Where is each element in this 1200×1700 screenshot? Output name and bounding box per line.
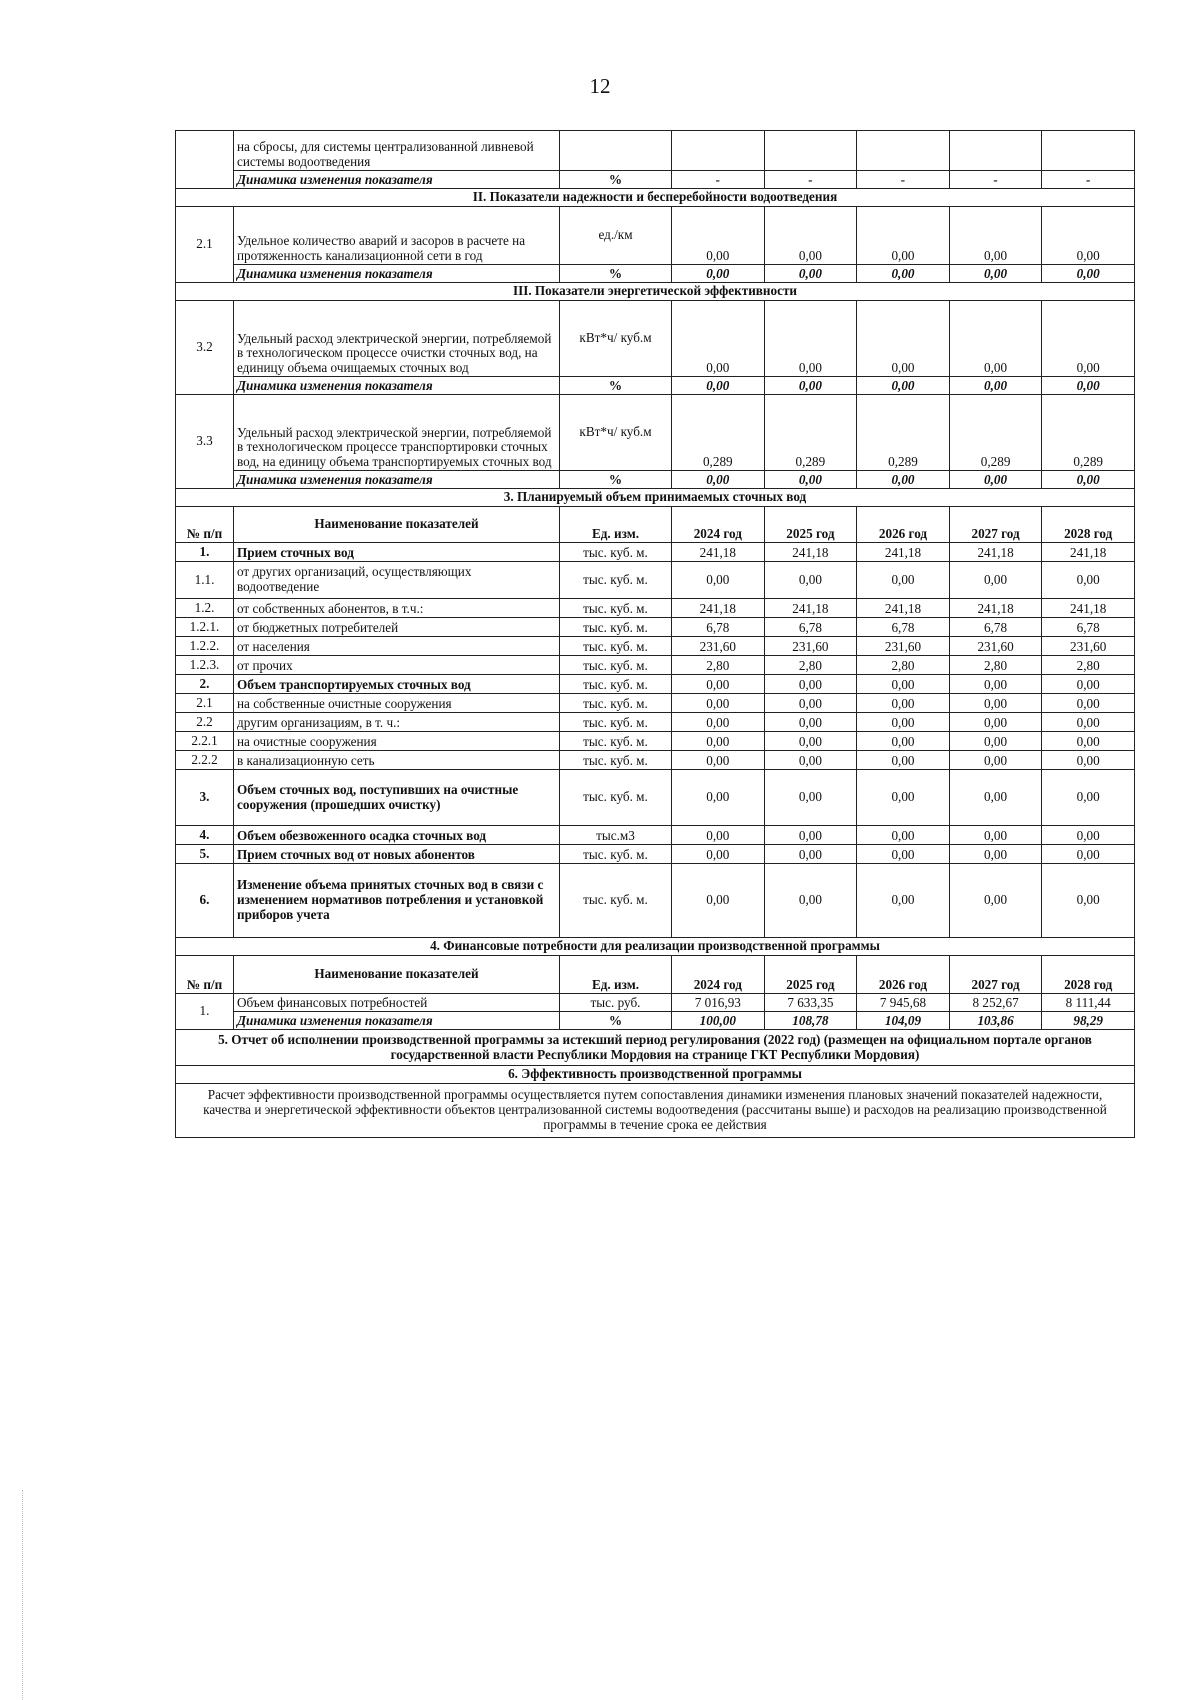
table-row <box>176 301 1135 377</box>
value-cell: 7 945,68 <box>857 994 950 1012</box>
value-cell: 0,00 <box>949 471 1042 489</box>
value-cell <box>764 131 857 171</box>
indicator-name: в канализационную сеть <box>234 751 560 770</box>
value-cell: 0,00 <box>949 864 1042 938</box>
value-cell: 241,18 <box>1042 543 1135 562</box>
value-cell: 0,00 <box>672 675 765 694</box>
section-6-title: 6. Эффективность производственной программы <box>176 1066 1135 1084</box>
value-cell: 0,00 <box>672 845 765 864</box>
indicator-name: Изменение объема принятых сточных вод в связи с изменением нормативов потребления и установкой приборов учета <box>234 864 560 938</box>
indicator-name: Удельное количество аварий и засоров в расчете на протяженность канализационной сети в год <box>234 207 560 265</box>
row-number: 1.2.3. <box>176 656 234 675</box>
value-cell: - <box>1042 171 1135 189</box>
value-cell: 0,00 <box>1042 377 1135 395</box>
unit-cell: кВт*ч/ куб.м <box>560 395 672 471</box>
table-row <box>176 694 1135 713</box>
value-cell: 0,00 <box>764 562 857 599</box>
value-cell: 0,00 <box>857 864 950 938</box>
row-number: 2.2.1 <box>176 732 234 751</box>
dynamics-row <box>176 171 1135 189</box>
value-cell: 0,00 <box>1042 694 1135 713</box>
value-cell: 2,80 <box>949 656 1042 675</box>
value-cell: 0,00 <box>857 265 950 283</box>
value-cell: 0,00 <box>857 845 950 864</box>
value-cell: 0,00 <box>949 713 1042 732</box>
section-title-row <box>176 489 1135 507</box>
unit-cell: тыс. куб. м. <box>560 562 672 599</box>
value-cell: 108,78 <box>764 1012 857 1030</box>
value-cell: 0,00 <box>764 826 857 845</box>
dynamics-label: Динамика изменения показателя <box>234 377 560 395</box>
section-title-row <box>176 938 1135 956</box>
row-number: 1.2.1. <box>176 618 234 637</box>
section-iii-title: III. Показатели энергетической эффективности <box>176 283 1135 301</box>
dynamics-label: Динамика изменения показателя <box>234 1012 560 1030</box>
value-cell: 0,00 <box>672 826 765 845</box>
value-cell: 0,00 <box>672 377 765 395</box>
efficiency-row <box>176 1084 1135 1138</box>
value-cell: 0,00 <box>949 826 1042 845</box>
value-cell: 100,00 <box>672 1012 765 1030</box>
value-cell: - <box>949 171 1042 189</box>
value-cell: 0,00 <box>764 864 857 938</box>
value-cell: 0,00 <box>857 207 950 265</box>
indicator-name: от бюджетных потребителей <box>234 618 560 637</box>
dynamics-row <box>176 1012 1135 1030</box>
row-number: 5. <box>176 845 234 864</box>
value-cell: 2024 год <box>672 507 765 543</box>
header-row <box>176 507 1135 543</box>
value-cell: 0,00 <box>949 751 1042 770</box>
table-row <box>176 732 1135 751</box>
unit-cell: тыс. куб. м. <box>560 637 672 656</box>
unit-cell: % <box>560 377 672 395</box>
indicator-name: от собственных абонентов, в т.ч.: <box>234 599 560 618</box>
value-cell: - <box>764 171 857 189</box>
value-cell: 231,60 <box>857 637 950 656</box>
value-cell: 0,00 <box>764 675 857 694</box>
header-unit: Ед. изм. <box>560 507 672 543</box>
value-cell: 0,00 <box>1042 562 1135 599</box>
unit-cell: кВт*ч/ куб.м <box>560 301 672 377</box>
unit-cell: тыс. куб. м. <box>560 751 672 770</box>
value-cell: 104,09 <box>857 1012 950 1030</box>
value-cell: 231,60 <box>949 637 1042 656</box>
value-cell: 2025 год <box>764 956 857 994</box>
unit-cell: % <box>560 471 672 489</box>
value-cell: 0,00 <box>764 845 857 864</box>
value-cell: 0,00 <box>1042 471 1135 489</box>
value-cell: 0,00 <box>1042 301 1135 377</box>
value-cell: 0,00 <box>857 732 950 751</box>
row-number: 2. <box>176 675 234 694</box>
unit-cell: тыс. куб. м. <box>560 618 672 637</box>
value-cell <box>1042 131 1135 171</box>
value-cell: 0,00 <box>857 562 950 599</box>
value-cell: 0,289 <box>672 395 765 471</box>
value-cell: 98,29 <box>1042 1012 1135 1030</box>
section-title-row <box>176 283 1135 301</box>
row-number: 6. <box>176 864 234 938</box>
value-cell: 2027 год <box>949 956 1042 994</box>
value-cell: 7 633,35 <box>764 994 857 1012</box>
report-row <box>176 1030 1135 1066</box>
value-cell: 0,00 <box>672 207 765 265</box>
row-number: 2.1 <box>176 207 234 283</box>
table-row <box>176 826 1135 845</box>
header-row <box>176 956 1135 994</box>
dynamics-label: Динамика изменения показателя <box>234 171 560 189</box>
value-cell <box>672 131 765 171</box>
value-cell: 0,00 <box>764 301 857 377</box>
table-row <box>176 770 1135 826</box>
efficiency-text: Расчет эффективности производственной программы осуществляется путем сопоставления динамики изменения плановых значений показателей надежности, качества и энергетической эффективности объектов централизованной системы водоотведения (рассчитаны выше) и расходов на реализацию производственной программы в течение срока ее действия <box>176 1084 1135 1138</box>
table-row <box>176 543 1135 562</box>
value-cell: 8 111,44 <box>1042 994 1135 1012</box>
dynamics-row <box>176 265 1135 283</box>
value-cell: 0,00 <box>1042 826 1135 845</box>
unit-cell <box>560 131 672 171</box>
value-cell: 241,18 <box>949 543 1042 562</box>
value-cell: 6,78 <box>672 618 765 637</box>
value-cell: 0,00 <box>764 207 857 265</box>
header-name: Наименование показателей <box>234 507 560 543</box>
value-cell: 231,60 <box>1042 637 1135 656</box>
value-cell: 2,80 <box>672 656 765 675</box>
value-cell: 0,00 <box>1042 751 1135 770</box>
value-cell: 0,00 <box>949 207 1042 265</box>
value-cell: 0,00 <box>949 675 1042 694</box>
indicators-table <box>175 130 1135 1138</box>
table-row <box>176 864 1135 938</box>
row-number: 1.2.2. <box>176 637 234 656</box>
value-cell: 241,18 <box>1042 599 1135 618</box>
section-4-title: 4. Финансовые потребности для реализации производственной программы <box>176 938 1135 956</box>
value-cell: 0,00 <box>857 694 950 713</box>
value-cell: 0,00 <box>672 864 765 938</box>
value-cell: 2026 год <box>857 507 950 543</box>
value-cell: 0,289 <box>764 395 857 471</box>
row-number: 3.2 <box>176 301 234 395</box>
value-cell: 231,60 <box>672 637 765 656</box>
value-cell <box>949 131 1042 171</box>
value-cell: 0,00 <box>1042 207 1135 265</box>
header-num: № п/п <box>176 956 234 994</box>
value-cell: 231,60 <box>764 637 857 656</box>
value-cell: 0,00 <box>949 845 1042 864</box>
unit-cell: % <box>560 1012 672 1030</box>
row-number: 4. <box>176 826 234 845</box>
value-cell: 0,00 <box>949 265 1042 283</box>
unit-cell: % <box>560 265 672 283</box>
value-cell: 241,18 <box>857 599 950 618</box>
report-note: 5. Отчет об исполнении производственной программы за истекший период регулирования (2022 год) (размещен на официальном портале органов государственной власти Республики Мордовия на странице ГКТ Республики Мордовия) <box>176 1030 1135 1066</box>
row-number: 2.1 <box>176 694 234 713</box>
row-number: 2.2.2 <box>176 751 234 770</box>
value-cell: 2027 год <box>949 507 1042 543</box>
value-cell: 241,18 <box>672 543 765 562</box>
value-cell: 0,00 <box>1042 845 1135 864</box>
indicator-name: другим организациям, в т. ч.: <box>234 713 560 732</box>
value-cell: 0,289 <box>949 395 1042 471</box>
table-row <box>176 675 1135 694</box>
value-cell: 0,00 <box>672 471 765 489</box>
unit-cell: тыс. куб. м. <box>560 543 672 562</box>
row-number: 1.2. <box>176 599 234 618</box>
value-cell: 2,80 <box>1042 656 1135 675</box>
value-cell: 241,18 <box>949 599 1042 618</box>
indicator-name: Объем транспортируемых сточных вод <box>234 675 560 694</box>
value-cell: 0,00 <box>1042 265 1135 283</box>
indicator-name: Удельный расход электрической энергии, потребляемой в технологическом процессе транспортировки сточных вод, на единицу объема транспортируемых сточных вод <box>234 395 560 471</box>
value-cell: 0,00 <box>672 770 765 826</box>
value-cell: 0,00 <box>949 694 1042 713</box>
header-name: Наименование показателей <box>234 956 560 994</box>
table-row <box>176 131 1135 171</box>
value-cell: 0,00 <box>857 713 950 732</box>
unit-cell: тыс. куб. м. <box>560 694 672 713</box>
table-row <box>176 395 1135 471</box>
value-cell: 2026 год <box>857 956 950 994</box>
value-cell: 0,00 <box>672 562 765 599</box>
value-cell: 0,289 <box>1042 395 1135 471</box>
indicator-name: на сбросы, для системы централизованной ливневой системы водоотведения <box>234 131 560 171</box>
indicator-name: на очистные сооружения <box>234 732 560 751</box>
indicator-name: от населения <box>234 637 560 656</box>
value-cell: 0,00 <box>1042 770 1135 826</box>
value-cell: 0,00 <box>672 301 765 377</box>
unit-cell: тыс. куб. м. <box>560 599 672 618</box>
value-cell: 2028 год <box>1042 956 1135 994</box>
row-number: 1.1. <box>176 562 234 599</box>
value-cell: 2,80 <box>857 656 950 675</box>
value-cell: 241,18 <box>672 599 765 618</box>
value-cell: 0,00 <box>857 751 950 770</box>
value-cell: 0,00 <box>764 265 857 283</box>
row-number: 1. <box>176 543 234 562</box>
value-cell: 0,00 <box>857 471 950 489</box>
value-cell: 0,00 <box>764 751 857 770</box>
dynamics-row <box>176 377 1135 395</box>
dynamics-label: Динамика изменения показателя <box>234 471 560 489</box>
value-cell: 241,18 <box>857 543 950 562</box>
indicator-name: Объем финансовых потребностей <box>234 994 560 1012</box>
section-3-title: 3. Планируемый объем принимаемых сточных вод <box>176 489 1135 507</box>
unit-cell: тыс. куб. м. <box>560 864 672 938</box>
row-number: 1. <box>176 994 234 1030</box>
table-row <box>176 845 1135 864</box>
value-cell: 0,00 <box>764 377 857 395</box>
value-cell: 6,78 <box>764 618 857 637</box>
unit-cell: тыс.м3 <box>560 826 672 845</box>
page-number: 12 <box>589 74 611 98</box>
unit-cell: % <box>560 171 672 189</box>
table-row <box>176 599 1135 618</box>
value-cell: 0,289 <box>857 395 950 471</box>
value-cell: 0,00 <box>764 694 857 713</box>
table-row <box>176 713 1135 732</box>
table-row <box>176 618 1135 637</box>
table-row <box>176 207 1135 265</box>
value-cell: 0,00 <box>764 713 857 732</box>
value-cell: 0,00 <box>857 675 950 694</box>
section-ii-title: II. Показатели надежности и бесперебойности водоотведения <box>176 189 1135 207</box>
scan-margin-artifact <box>22 1490 24 1700</box>
table-row <box>176 656 1135 675</box>
value-cell: 0,00 <box>949 562 1042 599</box>
unit-cell: ед./км <box>560 207 672 265</box>
value-cell: 6,78 <box>949 618 1042 637</box>
value-cell: 0,00 <box>949 770 1042 826</box>
value-cell: 0,00 <box>672 265 765 283</box>
value-cell: - <box>672 171 765 189</box>
unit-cell: тыс. куб. м. <box>560 675 672 694</box>
value-cell: 7 016,93 <box>672 994 765 1012</box>
unit-cell: тыс. куб. м. <box>560 656 672 675</box>
unit-cell: тыс. куб. м. <box>560 845 672 864</box>
value-cell: 0,00 <box>764 471 857 489</box>
unit-cell: тыс. руб. <box>560 994 672 1012</box>
value-cell: 2028 год <box>1042 507 1135 543</box>
row-number: 3.3 <box>176 395 234 489</box>
value-cell: 2,80 <box>764 656 857 675</box>
value-cell: 0,00 <box>672 751 765 770</box>
value-cell: 0,00 <box>672 732 765 751</box>
value-cell: 8 252,67 <box>949 994 1042 1012</box>
dynamics-label: Динамика изменения показателя <box>234 265 560 283</box>
indicator-name: Удельный расход электрической энергии, потребляемой в технологическом процессе очистки сточных вод, на единицу объема очищаемых сточных вод <box>234 301 560 377</box>
table-row <box>176 994 1135 1012</box>
header-num: № п/п <box>176 507 234 543</box>
value-cell: 241,18 <box>764 543 857 562</box>
value-cell: 0,00 <box>857 377 950 395</box>
indicator-name: от прочих <box>234 656 560 675</box>
value-cell: - <box>857 171 950 189</box>
value-cell: 0,00 <box>672 713 765 732</box>
indicator-name: Объем сточных вод, поступивших на очистные сооружения (прошедших очистку) <box>234 770 560 826</box>
value-cell: 0,00 <box>857 770 950 826</box>
value-cell: 0,00 <box>949 732 1042 751</box>
value-cell: 0,00 <box>949 301 1042 377</box>
row-number: 3. <box>176 770 234 826</box>
value-cell: 0,00 <box>764 732 857 751</box>
indicator-name: Объем обезвоженного осадка сточных вод <box>234 826 560 845</box>
header-unit: Ед. изм. <box>560 956 672 994</box>
row-number <box>176 131 234 189</box>
indicator-name: от других организаций, осуществляющих водоотведение <box>234 562 560 599</box>
value-cell: 103,86 <box>949 1012 1042 1030</box>
value-cell: 6,78 <box>857 618 950 637</box>
value-cell: 0,00 <box>949 377 1042 395</box>
value-cell: 0,00 <box>857 826 950 845</box>
indicator-name: Прием сточных вод от новых абонентов <box>234 845 560 864</box>
table-row <box>176 562 1135 599</box>
value-cell: 6,78 <box>1042 618 1135 637</box>
value-cell: 0,00 <box>1042 864 1135 938</box>
value-cell: 2024 год <box>672 956 765 994</box>
unit-cell: тыс. куб. м. <box>560 713 672 732</box>
value-cell: 0,00 <box>1042 675 1135 694</box>
table-row <box>176 751 1135 770</box>
table-row <box>176 637 1135 656</box>
unit-cell: тыс. куб. м. <box>560 770 672 826</box>
value-cell: 0,00 <box>764 770 857 826</box>
value-cell: 0,00 <box>1042 732 1135 751</box>
value-cell: 241,18 <box>764 599 857 618</box>
row-number: 2.2 <box>176 713 234 732</box>
section-title-row <box>176 1066 1135 1084</box>
value-cell <box>857 131 950 171</box>
value-cell: 0,00 <box>857 301 950 377</box>
section-title-row <box>176 189 1135 207</box>
unit-cell: тыс. куб. м. <box>560 732 672 751</box>
indicator-name: на собственные очистные сооружения <box>234 694 560 713</box>
indicator-name: Прием сточных вод <box>234 543 560 562</box>
value-cell: 2025 год <box>764 507 857 543</box>
value-cell: 0,00 <box>672 694 765 713</box>
value-cell: 0,00 <box>1042 713 1135 732</box>
dynamics-row <box>176 471 1135 489</box>
